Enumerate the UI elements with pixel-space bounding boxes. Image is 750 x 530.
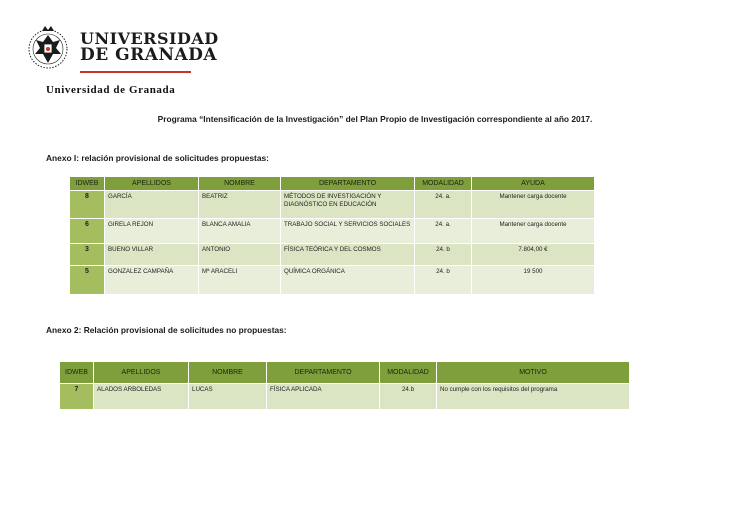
cell-idweb: 8 [70,191,105,219]
cell-idweb: 7 [60,384,94,410]
cell-modalidad: 24.b [380,384,437,410]
col-idweb: IDWEB [70,177,105,191]
cell-departamento: FÍSICA TEÓRICA Y DEL COSMOS [281,244,415,266]
cell-modalidad: 24. a. [415,219,472,244]
cell-nombre: LUCAS [189,384,267,410]
cell-departamento: FÍSICA APLICADA [267,384,380,410]
cell-nombre: BLANCA AMALIA [199,219,281,244]
cell-ayuda: 19 500 [472,266,595,295]
cell-modalidad: 24. a. [415,191,472,219]
cell-idweb: 6 [70,219,105,244]
cell-nombre: Mª ARACELI [199,266,281,295]
table-row [70,219,595,244]
col-nombre: NOMBRE [189,362,267,384]
col-departamento: DEPARTAMENTO [267,362,380,384]
annex2-header-row [60,362,630,384]
cell-apellidos: ALADOS ARBOLEDAS [94,384,189,410]
logo-line-2: DE GRANADA [80,45,218,65]
cell-idweb: 3 [70,244,105,266]
table-row [70,266,595,295]
cell-modalidad: 24. b [415,244,472,266]
col-apellidos: APELLIDOS [105,177,199,191]
cell-departamento: QUÍMICA ORGÁNICA [281,266,415,295]
program-title: Programa “Intensificación de la Investigación” del Plan Propio de Investigación correspondiente al año 2017. [157,114,593,124]
logo-red-rule [80,71,191,73]
col-modalidad: MODALIDAD [380,362,437,384]
cell-nombre: BEATRIZ [199,191,281,219]
col-nombre: NOMBRE [199,177,281,191]
col-modalidad: MODALIDAD [415,177,472,191]
annex1-header-row [70,177,595,191]
university-seal-logo [20,22,76,74]
table-row [60,384,630,410]
table-row [70,244,595,266]
cell-ayuda: 7.804,00 € [472,244,595,266]
cell-ayuda: Mantener carga docente [472,191,595,219]
cell-modalidad: 24. b [415,266,472,295]
annex1-title: Anexo I: relación provisional de solicitudes propuestas: [46,153,269,163]
annex1-table [70,177,595,295]
logo-line-1: UNIVERSIDAD [80,29,219,48]
university-name: Universidad de Granada [46,84,176,96]
cell-motivo: No cumple con los requisitos del programa [437,384,630,410]
university-logo-wordmark [80,30,219,64]
annex2-table [60,362,630,410]
cell-idweb: 5 [70,266,105,295]
cell-departamento: MÉTODOS DE INVESTIGACIÓN Y DIAGNÓSTICO EN EDUCACIÓN [281,191,415,219]
col-apellidos: APELLIDOS [94,362,189,384]
col-ayuda: AYUDA [472,177,595,191]
cell-apellidos: GIRELA REJON [105,219,199,244]
cell-departamento: TRABAJO SOCIAL Y SERVICIOS SOCIALES [281,219,415,244]
annex2-title: Anexo 2: Relación provisional de solicitudes no propuestas: [46,325,287,335]
cell-apellidos: BUENO VILLAR [105,244,199,266]
cell-apellidos: GARCÍA [105,191,199,219]
cell-ayuda: Mantener carga docente [472,219,595,244]
col-idweb: IDWEB [60,362,94,384]
cell-nombre: ANTONIO [199,244,281,266]
cell-apellidos: GONZALEZ CAMPAÑA [105,266,199,295]
table-row [70,191,595,219]
col-motivo: MOTIVO [437,362,630,384]
col-departamento: DEPARTAMENTO [281,177,415,191]
